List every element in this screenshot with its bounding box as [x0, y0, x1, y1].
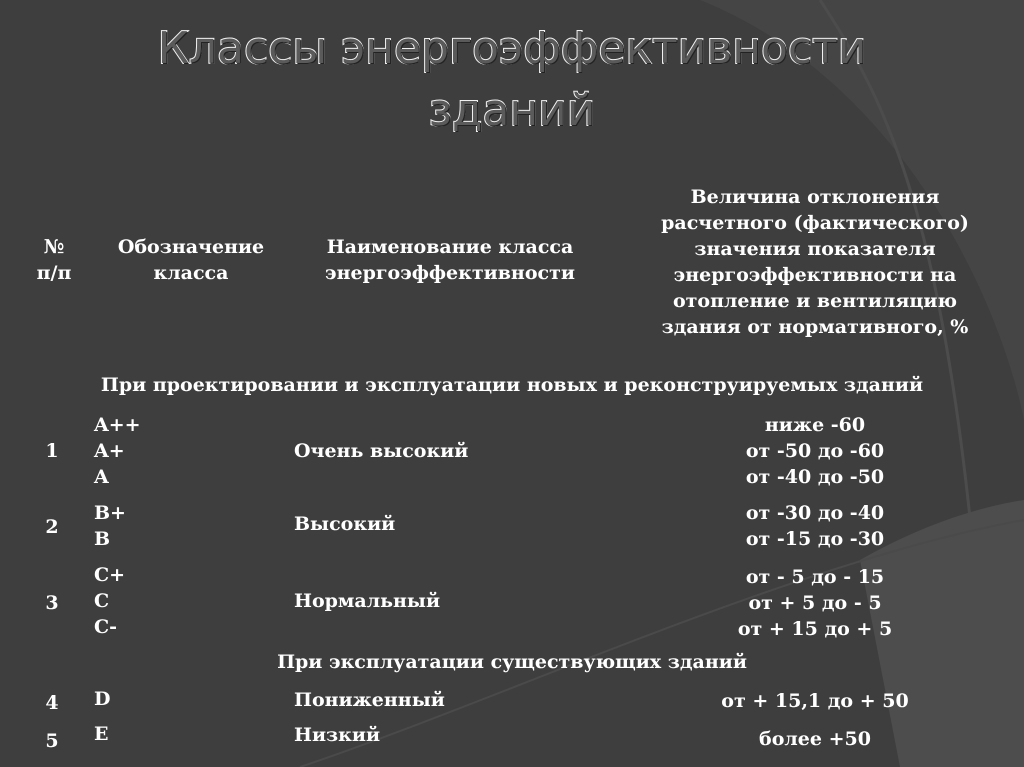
- row-5-deviation: более +50: [759, 728, 871, 750]
- row-3-deviation: от - 5 до - 15 от + 5 до - 5 от + 15 до + 5: [737, 566, 893, 640]
- row-5-name: Низкий: [294, 724, 381, 746]
- row-1-deviation: ниже -60 от -50 до -60 от -40 до -50: [745, 414, 885, 488]
- row-1-classes: A++ A+ A: [94, 414, 141, 488]
- header-name: Наименование класса энергоэффективности: [325, 236, 575, 284]
- row-1-name: Очень высокий: [294, 440, 469, 462]
- row-1-num: 1: [45, 440, 59, 462]
- row-2-deviation: от -30 до -40 от -15 до -30: [745, 502, 885, 550]
- title-line-2: зданий: [428, 85, 596, 136]
- row-4-classes: D: [94, 688, 111, 710]
- row-5-num: 5: [45, 730, 59, 752]
- header-deviation: Величина отклонения расчетного (фактического) значения показателя энергоэффективности на отопление и вентиляцию здания от нормативного, %: [661, 186, 969, 338]
- title-line-1: Классы энергоэффективности: [157, 23, 867, 74]
- row-2-name: Высокий: [294, 513, 396, 535]
- row-5-classes: E: [94, 723, 109, 745]
- header-class: Обозначение класса: [117, 236, 265, 284]
- row-4-num: 4: [45, 692, 59, 714]
- row-4-deviation: от + 15,1 до + 50: [721, 690, 909, 712]
- row-2-classes: B+ B: [94, 502, 126, 550]
- section-new-buildings: При проектировании и эксплуатации новых и реконструируемых зданий: [100, 374, 924, 396]
- page-title: [0, 18, 1024, 142]
- row-3-classes: C+ C C-: [94, 564, 126, 638]
- header-num: № п/п: [36, 236, 72, 284]
- row-3-name: Нормальный: [294, 590, 441, 612]
- section-existing-buildings: При эксплуатации существующих зданий: [277, 651, 747, 673]
- row-4-name: Пониженный: [294, 689, 445, 711]
- row-3-num: 3: [45, 592, 59, 614]
- row-2-num: 2: [45, 516, 59, 538]
